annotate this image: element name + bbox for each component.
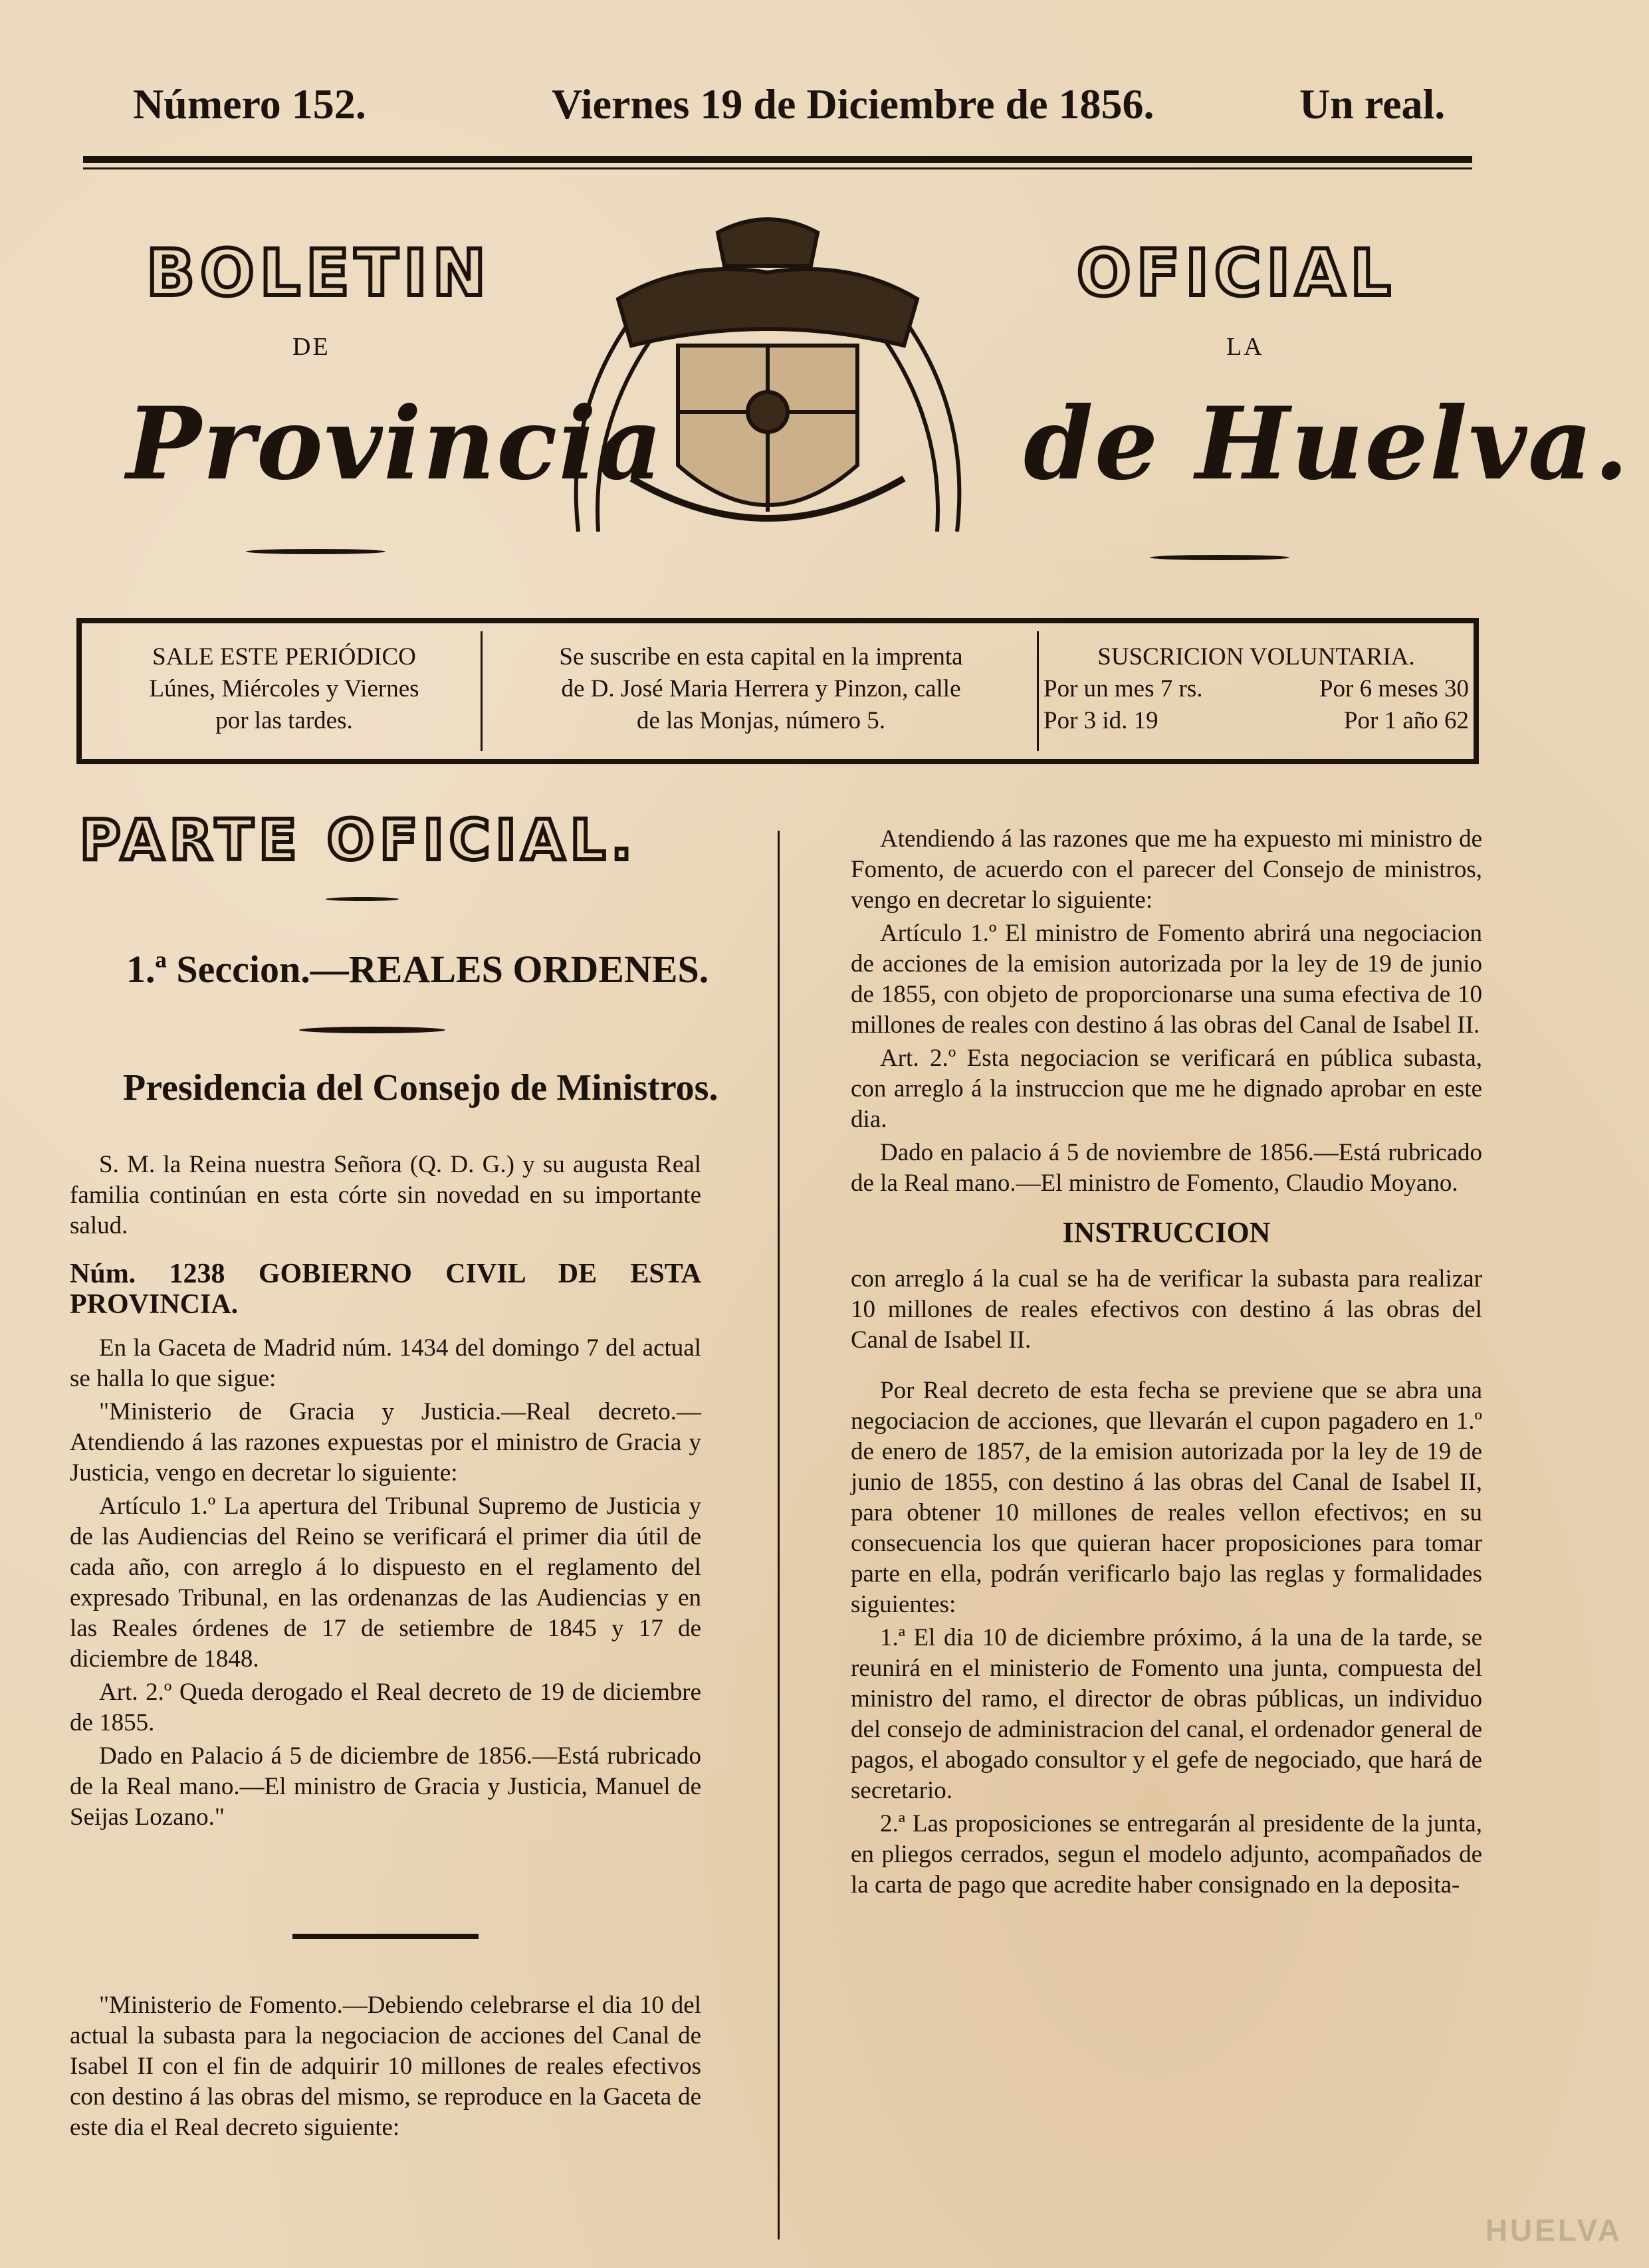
prices-title: SUSCRICION VOLUNTARIA. [1097,643,1415,670]
issue-date: Viernes 19 de Diciembre de 1856. [552,80,1154,128]
title-provincia: Provincia [126,385,664,502]
issue-price: Un real. [1299,80,1446,128]
instruccion-heading: INSTRUCCION [1062,1216,1271,1249]
left-text-block-2 [70,1990,701,2146]
subscription-line-1: Se suscribe en esta capital en la imprenta [559,643,963,670]
paragraph-art-1: Artículo 1.º El ministro de Fomento abrirá una negociacion de acciones de la emision autorizada por la ley de 19 de junio de 1855, con objeto de proporcionarse una suma efectiva de 10 millones de reales con destino á las obras del Canal de Isabel II. [851,920,1482,1039]
ornament-section [299,1027,445,1033]
paragraph-health: S. M. la Reina nuestra Señora (Q. D. G.) y su augusta Real familia continúan en esta córte sin novedad en su importante salud. [70,1151,701,1239]
schedule-heading: SALE ESTE PERIÓDICO [152,643,416,670]
paragraph-art-2: Art. 2.º Esta negociacion se verificará en pública subasta, con arreglo á la instruccion que me he dignado aprobar en este dia. [851,1045,1482,1133]
paragraph-regla-2: 2.ª Las proposiciones se entregarán al presidente de la junta, en pliegos cerrados, segun el modelo adjunto, acompañados de la carta de pago que acredite haber consignado en la deposita- [851,1810,1482,1899]
subscription-prices [1044,641,1469,737]
infobox-divider-1 [481,631,483,751]
paragraph-con-arreglo: con arreglo á la cual se ha de verificar la subasta para realizar 10 millones de reales efectivos con destino á las obras del Canal de Isabel II. [851,1265,1482,1354]
schedule-info [90,641,479,737]
paragraph-articulo-1: Artículo 1.º La apertura del Tribunal Supremo de Justicia y de las Audiencias del Reino se verificará el primer dia útil de cada año, con arreglo á lo dispuesto en el reglamento del expresado Tribunal, en las ordenanzas de las Audiencias y en las Reales órdenes de 17 de setiembre de 1845 y 17 de diciembre de 1848. [70,1493,701,1673]
coat-of-arms-icon [552,213,984,558]
schedule-time: por las tardes. [215,707,353,734]
subscription-line-2: de D. José Maria Herrera y Pinzon, calle [561,675,961,702]
schedule-days: Lúnes, Miércoles y Viernes [149,675,419,702]
price-6-months: Por 6 meses 30 [1319,675,1469,702]
title-oficial: OFICIAL [1077,236,1396,310]
gobierno-heading: Núm. 1238 GOBIERNO CIVIL DE ESTA PROVINCIA. [70,1259,701,1320]
right-text-block-1 [851,824,1482,1903]
section-heading: 1.ª Seccion.—REALES ORDENES. [126,948,709,991]
paragraph-articulo-2: Art. 2.º Queda derogado el Real decreto de 19 de diciembre de 1855. [70,1679,701,1736]
subscription-line-3: de las Monjas, número 5. [636,707,886,734]
infobox-left-border [76,618,82,764]
left-text-block-1 [70,1150,701,1835]
title-la: LA [1226,333,1264,361]
separator-rule [292,1934,479,1939]
infobox-right-border [1474,618,1479,764]
infobox-divider-2 [1037,631,1039,751]
paragraph-fomento: "Ministerio de Fomento.—Debiendo celebrarse el dia 10 del actual la subasta para la negociacion de acciones del Canal de Isabel II con el fin de adquirir 10 millones de reales efectivos con destino á las obras del mismo, se reproduce en la Gaceta de este dia el Real decreto siguiente: [70,1992,701,2141]
infobox-bottom-rule [76,759,1479,764]
title-de: DE [292,333,330,361]
infobox-top-rule [76,618,1479,623]
title-huelva: de Huelva. [1024,385,1630,502]
parte-oficial-heading: PARTE OFICIAL. [80,807,638,873]
paragraph-real-decreto: Por Real decreto de esta fecha se previene que se abra una negociacion de acciones, que llevarán el cupon pagadero en 1.º de enero de 1857, de la emision autorizada por la ley de 19 de junio de 1855, con destino á las obras del Canal de Isabel II, para obtener 10 millones de reales vellon efectivos; en su consecuencia los que quieran hacer proposiciones para tomar parte en ella, podrán verificarlo bajo las reglas y formalidades siguientes: [851,1377,1482,1618]
column-divider [778,831,780,2239]
paragraph-dado: Dado en Palacio á 5 de diciembre de 1856.—Está rubricado de la Real mano.—El ministro de Gracia y Justicia, Manuel de Seijas Lozano." [70,1742,701,1831]
top-rule [83,156,1472,163]
presidencia-heading: Presidencia del Consejo de Ministros. [123,1067,718,1108]
price-1-year: Por 1 año 62 [1343,707,1469,734]
paragraph-dado-palacio: Dado en palacio á 5 de noviembre de 1856.—Está rubricado de la Real mano.—El ministro de Fomento, Claudio Moyano. [851,1139,1482,1197]
title-boletin: BOLETIN [146,236,492,310]
paragraph-decreto: "Ministerio de Gracia y Justicia.—Real decreto.—Atendiendo á las razones expuestas por el ministro de Gracia y Justicia, vengo en decretar lo siguiente: [70,1398,701,1487]
ornament-right [1150,555,1289,560]
ornament-small [326,897,399,901]
paragraph-atendiendo: Atendiendo á las razones que me ha expuesto mi ministro de Fomento, de acuerdo con el parecer del Consejo de ministros, vengo en decretar lo siguiente: [851,825,1482,914]
paragraph-regla-1: 1.ª El dia 10 de diciembre próximo, á la una de la tarde, se reunirá en el ministerio de Fomento una junta, compuesta del ministro del ramo, el director de obras públicas, un individuo del consejo de administracion del canal, el ordenador general de pagos, el abogado consultor y el gefe de negociado, que hará de secretario. [851,1624,1482,1804]
archive-watermark: HUELVA [1485,2213,1622,2247]
subscription-place [492,641,1030,737]
top-rule-thin [83,167,1472,169]
price-1-month: Por un mes 7 rs. [1044,675,1203,702]
ornament-left [246,549,385,554]
issue-number: Número 152. [133,80,366,128]
price-3-months: Por 3 id. 19 [1044,707,1158,734]
paragraph-gaceta: En la Gaceta de Madrid núm. 1434 del domingo 7 del actual se halla lo que sigue: [70,1334,701,1392]
